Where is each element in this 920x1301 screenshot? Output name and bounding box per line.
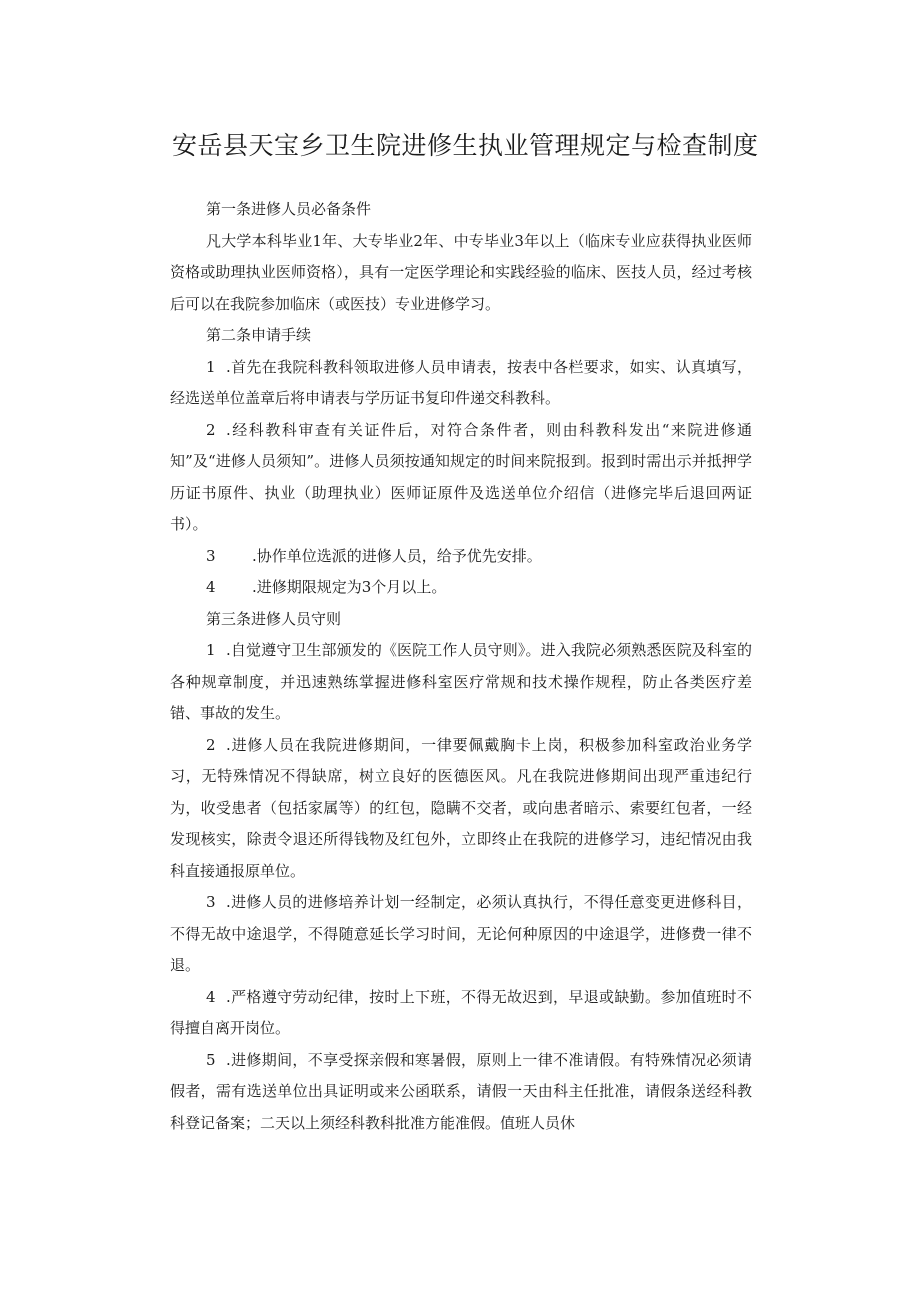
section-3-item-2 [170, 730, 752, 888]
section-2-item-2 [170, 415, 752, 541]
item-text: .协作单位选派的进修人员，给予优先安排。 [252, 546, 542, 565]
section-1-paragraph: 凡大学本科毕业1年、大专毕业2年、中专毕业3年以上（临床专业应获得执业医师资格或助理执业医师资格），具有一定医学理论和实践经验的临床、医技人员，经过考核后可以在我院参加临床（或医技）专业进修学习。 [170, 231, 752, 313]
item-number: 4 [206, 987, 216, 1006]
document-title: 安岳县天宝乡卫生院进修生执业管理规定与检查制度 [172, 131, 759, 160]
item-number: 4 [206, 578, 216, 596]
section-3-item-5 [170, 1045, 752, 1140]
section-heading-2: 第二条申请手续 [206, 326, 312, 344]
item-text: .进修人员的进修培养计划一经制定，必须认真执行，不得任意变更进修科目，不得无故中途退学，不得随意延长学习时间，无论何种原因的中途退学，进修费一律不退。 [170, 893, 752, 974]
item-text: .进修期限规定为3个月以上。 [252, 578, 447, 596]
section-heading-1: 第一条进修人员必备条件 [206, 200, 372, 218]
item-text: .进修期间，不享受探亲假和寒暑假，原则上一律不准请假。有特殊情况必须请假者，需有选送单位出具证明或来公函联系，请假一天由科主任批准，请假条送经科教科登记备案；二天以上须经科教科批准方能准假。值班人员休 [170, 1050, 752, 1132]
item-number: 2 [206, 735, 216, 754]
item-number: 1 [206, 641, 216, 659]
section-heading-3: 第三条进修人员守则 [206, 609, 342, 628]
section-2-item-1 [170, 352, 752, 415]
section-2-item-3 [170, 541, 752, 573]
item-number: 2 [206, 420, 216, 439]
item-text: .进修人员在我院进修期间，一律要佩戴胸卡上岗，积极参加科室政治业务学习，无特殊情况不得缺席，树立良好的医德医风。凡在我院进修期间出现严重违纪行为，收受患者（包括家属等）的红包，隐瞒不交者，或向患者暗示、索要红包者，一经发现核实，除责令退还所得钱物及红包外，立即终止在我院的进修学习，违纪情况由我科直接通报原单位。 [170, 735, 752, 880]
section-3-item-1 [170, 635, 752, 730]
item-text: .经科教科审查有关证件后，对符合条件者，则由科教科发出“来院进修通知”及“进修人员须知”。进修人员须按通知规定的时间来院报到。报到时需出示并抵押学历证书原件、执业（助理执业）医师证原件及选送单位介绍信（进修完毕后退回两证书）。 [170, 420, 752, 533]
item-number: 5 [206, 1050, 216, 1069]
item-number: 3 [206, 546, 216, 565]
section-3-item-4 [170, 982, 752, 1045]
item-number: 1 [206, 357, 216, 376]
item-text: .首先在我院科教科领取进修人员申请表，按表中各栏要求，如实、认真填写，经选送单位盖章后将申请表与学历证书复印件递交科教科。 [170, 357, 752, 407]
document-body [170, 194, 752, 1139]
section-3-item-3 [170, 887, 752, 982]
item-text: .自觉遵守卫生部颁发的《医院工作人员守则》。进入我院必须熟悉医院及科室的各种规章制度，并迅速熟练掌握进修科室医疗常规和技术操作规程，防止各类医疗差错、事故的发生。 [170, 641, 752, 722]
item-text: .严格遵守劳动纪律，按时上下班，不得无故迟到，早退或缺勤。参加值班时不得擅自离开岗位。 [170, 987, 752, 1037]
item-number: 3 [206, 893, 216, 911]
section-2-item-4 [170, 572, 752, 604]
